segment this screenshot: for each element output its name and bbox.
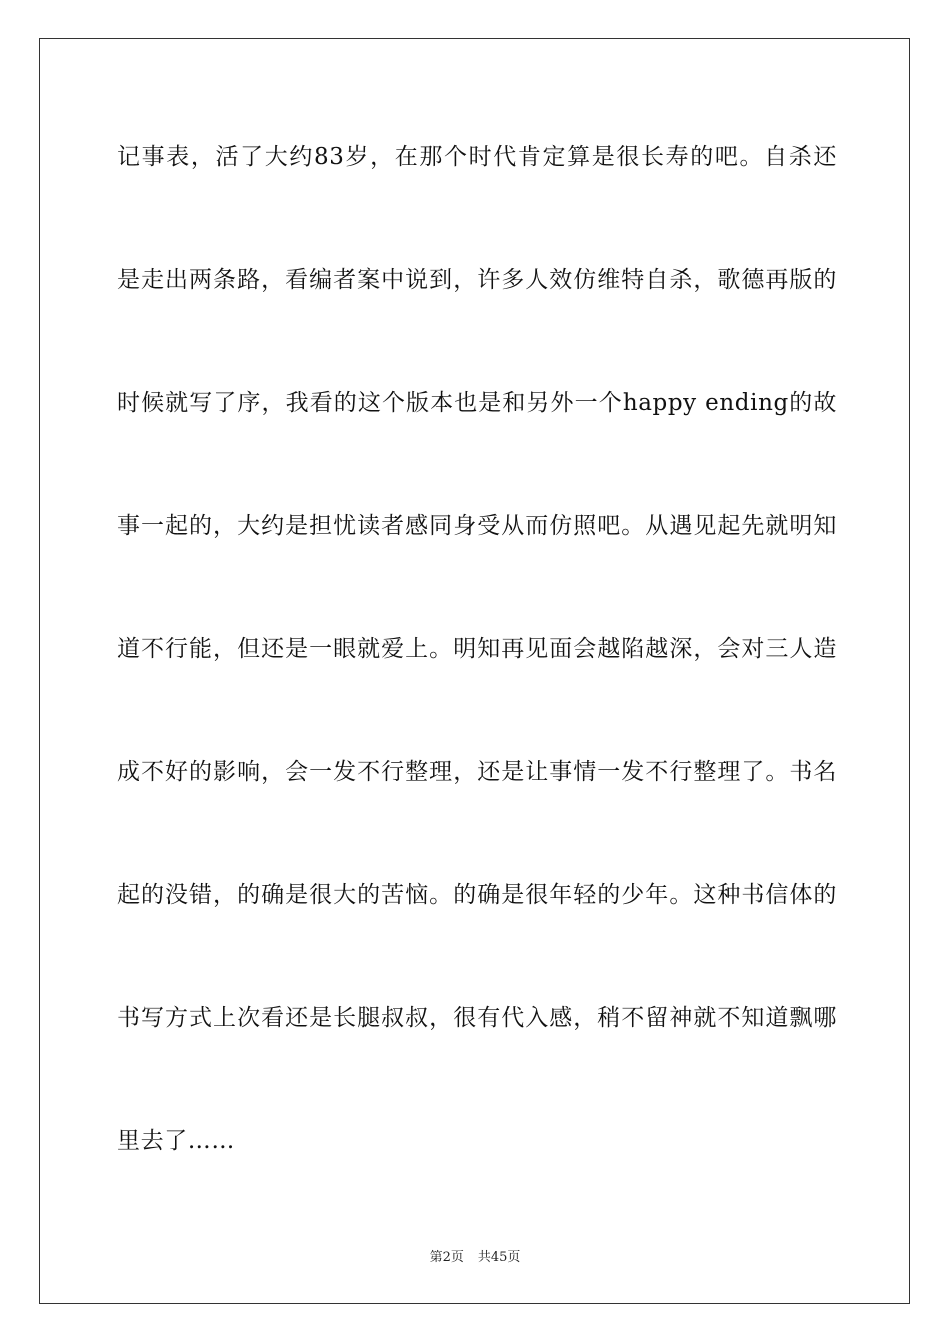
text-line: 起的没错，的确是很大的苦恼。的确是很年轻的少年。这种书信体的 [117, 882, 837, 908]
body-text [117, 127, 837, 1234]
text-line: 里去了…… [117, 1128, 235, 1154]
text-line: 时候就写了序，我看的这个版本也是和另外一个happy ending的故 [117, 390, 837, 416]
text-line: 道不行能，但还是一眼就爱上。明知再见面会越陷越深，会对三人造 [117, 636, 837, 662]
page-total: 共45页 [477, 1250, 521, 1265]
page-footer [0, 1246, 950, 1265]
text-line: 书写方式上次看还是长腿叔叔，很有代入感，稍不留神就不知道飘哪 [117, 1005, 837, 1031]
text-line: 事一起的，大约是担忧读者感同身受从而仿照吧。从遇见起先就明知 [117, 513, 837, 539]
text-line: 成不好的影响，会一发不行整理，还是让事情一发不行整理了。书名 [117, 759, 837, 785]
page-number: 第2页 [429, 1250, 464, 1265]
text-line: 是走出两条路，看编者案中说到，许多人效仿维特自杀，歌德再版的 [117, 267, 837, 293]
text-line: 记事表，活了大约83岁，在那个时代肯定算是很长寿的吧。自杀还 [117, 144, 837, 170]
